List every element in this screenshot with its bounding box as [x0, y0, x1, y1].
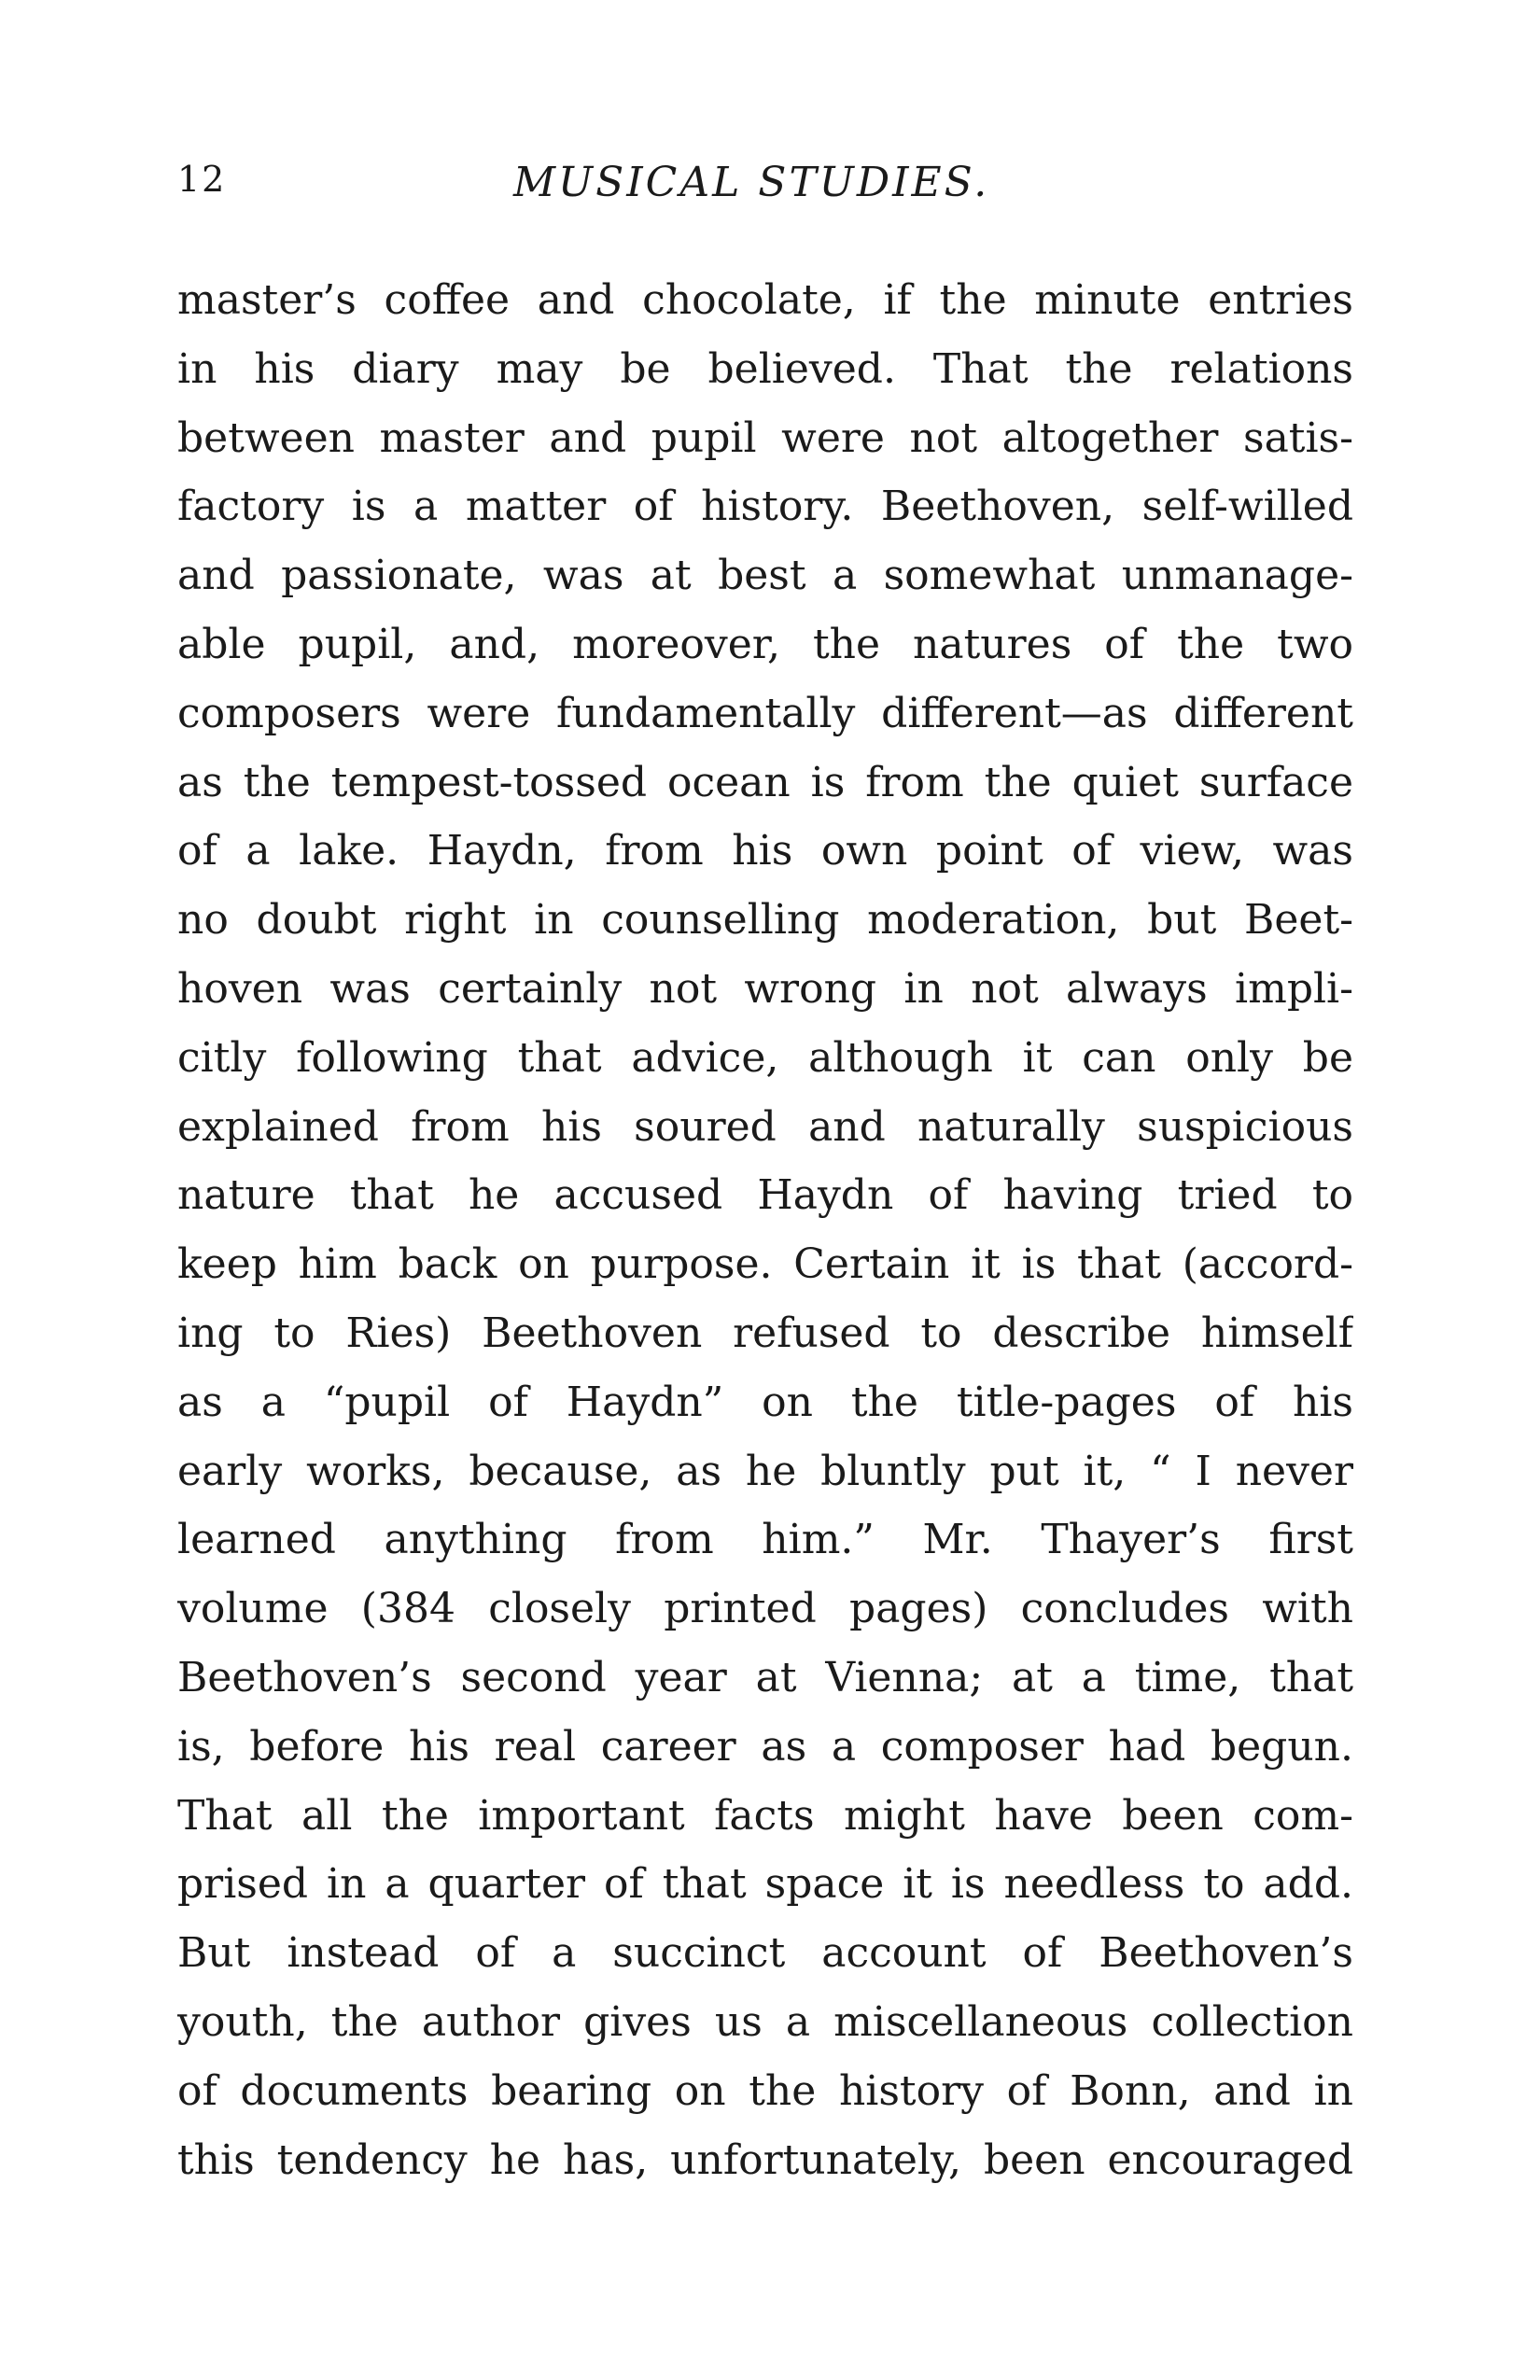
- text-line: able pupil, and, moreover, the natures of the two: [177, 620, 1353, 668]
- text-line: prised in a quarter of that space it is needless to add.: [177, 1860, 1353, 1909]
- running-title: MUSICAL STUDIES.: [513, 159, 990, 206]
- page-number: 12: [177, 159, 227, 200]
- text-line: youth, the author gives us a miscellaneous collection: [177, 1997, 1353, 2046]
- text-line: nature that he accused Haydn of having tried to: [177, 1171, 1353, 1220]
- text-line: in his diary may be believed. That the relations: [177, 344, 1353, 393]
- page-header: [177, 159, 1353, 215]
- text-line: That all the important facts might have been com-: [177, 1791, 1353, 1840]
- text-line: of documents bearing on the history of Bonn, and in: [177, 2066, 1353, 2115]
- text-line: explained from his soured and naturally suspicious: [177, 1102, 1353, 1151]
- text-line: hoven was certainly not wrong in not always impli-: [177, 964, 1353, 1013]
- text-line: as a “pupil of Haydn” on the title-pages of his: [177, 1378, 1353, 1426]
- text-line: ing to Ries) Beethoven refused to describe himself: [177, 1309, 1353, 1357]
- text-line: composers were fundamentally different—as different: [177, 689, 1353, 737]
- text-line: is, before his real career as a composer had begun.: [177, 1722, 1353, 1771]
- text-line: factory is a matter of history. Beethoven, self-willed: [177, 483, 1353, 531]
- text-line: no doubt right in counselling moderation, but Beet-: [177, 896, 1353, 945]
- text-line: learned anything from him.” Mr. Thayer’s first: [177, 1516, 1353, 1564]
- text-line: this tendency he has, unfortunately, been encouraged: [177, 2135, 1353, 2184]
- text-line: citly following that advice, although it can only be: [177, 1033, 1353, 1082]
- text-line: Beethoven’s second year at Vienna; at a time, that: [177, 1653, 1353, 1701]
- text-line: keep him back on purpose. Certain it is that (accord-: [177, 1240, 1353, 1289]
- text-line: and passionate, was at best a somewhat unmanage-: [177, 552, 1353, 600]
- body-text: [177, 266, 1353, 2194]
- text-line: between master and pupil were not altogether satis-: [177, 413, 1353, 462]
- text-line: volume (384 closely printed pages) concludes with: [177, 1585, 1353, 1633]
- text-line: But instead of a succinct account of Beethoven’s: [177, 1929, 1353, 1978]
- text-line: early works, because, as he bluntly put it, “ I never: [177, 1447, 1353, 1495]
- text-line: of a lake. Haydn, from his own point of view, was: [177, 827, 1353, 875]
- text-line: master’s coffee and chocolate, if the minute entries: [177, 276, 1353, 324]
- text-line: as the tempest-tossed ocean is from the quiet surface: [177, 758, 1353, 806]
